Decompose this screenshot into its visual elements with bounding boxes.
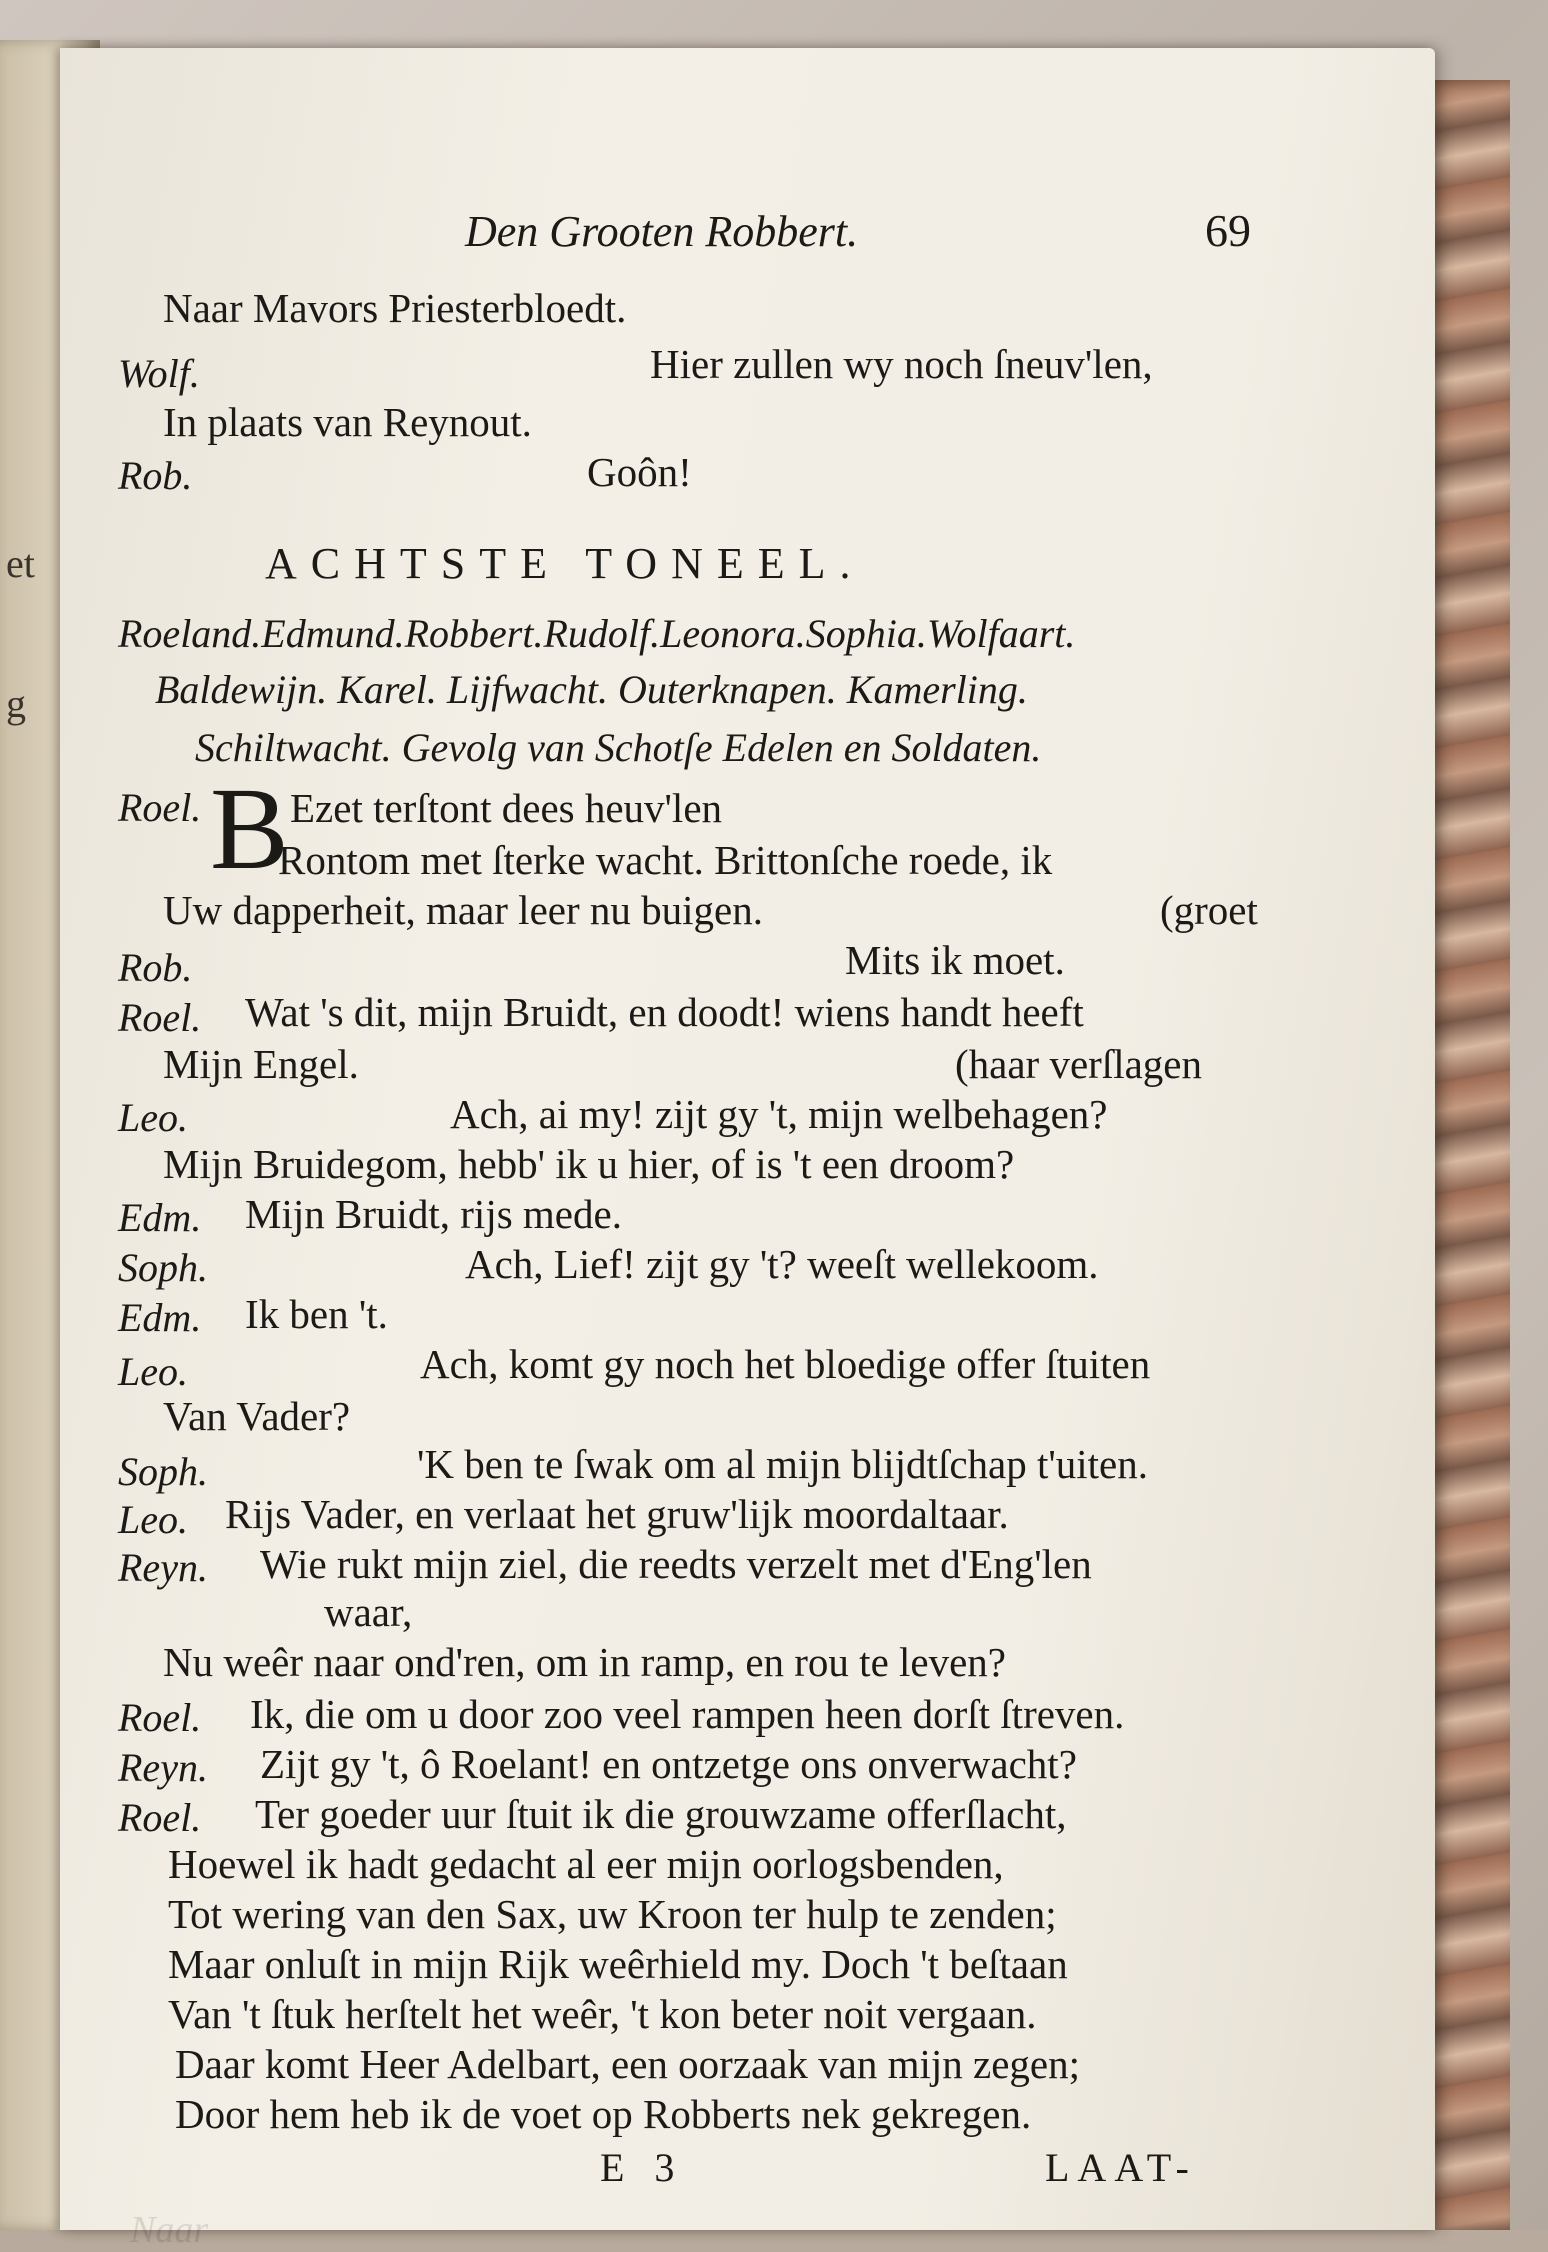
speaker: Leo. bbox=[118, 1497, 188, 1542]
speaker: Reyn. bbox=[118, 1745, 208, 1790]
left-page-fragment: g bbox=[6, 681, 26, 726]
verse-text: waar, bbox=[324, 1589, 413, 1635]
drop-capital: B bbox=[210, 763, 289, 894]
verse-text: Ter goeder uur ſtuit ik die grouwzame offerſlacht, bbox=[255, 1791, 1067, 1837]
verse-text: Mijn Bruidt, rijs mede. bbox=[245, 1191, 622, 1237]
turnover-text: (groet bbox=[1160, 887, 1258, 933]
verse-text: Goôn! bbox=[587, 449, 692, 495]
verse-text: Rijs Vader, en verlaat het gruw'lijk moordaltaar. bbox=[225, 1491, 1009, 1537]
speaker: Wolf. bbox=[118, 351, 200, 396]
speaker: Edm. bbox=[118, 1295, 202, 1340]
turnover-text: (haar verſlagen bbox=[955, 1041, 1202, 1087]
verse-text: Ik ben 't. bbox=[245, 1291, 388, 1337]
speaker: Leo. bbox=[118, 1095, 188, 1140]
show-through-text: Naar bbox=[130, 2209, 209, 2251]
book-cover-marbled bbox=[1425, 80, 1510, 2230]
speaker: Edm. bbox=[118, 1195, 202, 1240]
page-number: 69 bbox=[1205, 205, 1251, 256]
verse-text: Zijt gy 't, ô Roelant! en ontzetge ons onverwacht? bbox=[260, 1741, 1077, 1787]
cast-list-line: Baldewijn. Karel. Lijfwacht. Outerknapen. Kamerling. bbox=[155, 667, 1028, 712]
speaker: Rob. bbox=[118, 453, 193, 498]
verse-text: Ach, komt gy noch het bloedige offer ſtuiten bbox=[420, 1341, 1151, 1387]
speaker: Rob. bbox=[118, 945, 193, 990]
speaker: Reyn. bbox=[118, 1545, 208, 1590]
speaker: Leo. bbox=[118, 1349, 188, 1394]
verse-text: Hoewel ik hadt gedacht al eer mijn oorlogsbenden, bbox=[168, 1841, 1004, 1887]
cast-list-line: Schiltwacht. Gevolg van Schotſe Edelen en Soldaten. bbox=[195, 725, 1042, 770]
verse-text: Wat 's dit, mijn Bruidt, en doodt! wiens handt heeft bbox=[245, 989, 1084, 1035]
running-head: Den Grooten Robbert. bbox=[465, 207, 859, 256]
verse-text: Uw dapperheit, maar leer nu buigen. bbox=[163, 887, 763, 933]
verse-text: Van Vader? bbox=[163, 1393, 351, 1439]
verse-text: Tot wering van den Sax, uw Kroon ter hulp te zenden; bbox=[168, 1891, 1057, 1937]
verse-text: Ach, ai my! zijt gy 't, mijn welbehagen? bbox=[450, 1091, 1108, 1137]
verse-text: Ik, die om u door zoo veel rampen heen dorſt ſtreven. bbox=[250, 1691, 1125, 1737]
catchword: LAAT- bbox=[1045, 2145, 1197, 2190]
verse-text: Maar onluſt in mijn Rijk weêrhield my. Doch 't beſtaan bbox=[168, 1941, 1068, 1987]
verse-text: Ezet terſtont dees heuv'len bbox=[290, 785, 723, 831]
speaker: Roel. bbox=[118, 1795, 202, 1840]
speaker: Roel. bbox=[118, 785, 202, 830]
verse-text: Wie rukt mijn ziel, die reedts verzelt met d'Eng'len bbox=[260, 1541, 1092, 1587]
cast-list-line: Roeland.Edmund.Robbert.Rudolf.Leonora.Sophia.Wolfaart. bbox=[118, 611, 1076, 656]
verse-text: In plaats van Reynout. bbox=[163, 399, 532, 445]
verse-text: Mijn Engel. bbox=[163, 1041, 359, 1087]
speaker: Roel. bbox=[118, 995, 202, 1040]
speaker: Soph. bbox=[118, 1245, 208, 1290]
verse-line bbox=[163, 285, 627, 331]
speaker: Roel. bbox=[118, 1695, 202, 1740]
verse-text: Rontom met ſterke wacht. Brittonſche roede, ik bbox=[278, 837, 1053, 883]
verse-text: Hier zullen wy noch ſneuv'len, bbox=[650, 341, 1153, 387]
speaker: Soph. bbox=[118, 1449, 208, 1494]
verse-text: Daar komt Heer Adelbart, een oorzaak van mijn zegen; bbox=[175, 2041, 1081, 2087]
left-page-fragment: et bbox=[6, 541, 35, 586]
signature-mark: E 3 bbox=[600, 2145, 685, 2190]
verse-text: Door hem heb ik de voet op Robberts nek gekregen. bbox=[175, 2091, 1032, 2137]
verse-text: Naar Mavors Priesterbloedt. bbox=[163, 285, 627, 331]
verse-text: Mits ik moet. bbox=[845, 937, 1065, 983]
verse-text: 'K ben te ſwak om al mijn blijdtſchap t'uiten. bbox=[417, 1441, 1148, 1487]
scene-title: ACHTSTE TONEEL. bbox=[265, 539, 865, 588]
book-page bbox=[60, 48, 1435, 2251]
verse-text: Nu weêr naar ond'ren, om in ramp, en rou te leven? bbox=[163, 1639, 1007, 1685]
verse-text: Van 't ſtuk herſtelt het weêr, 't kon beter noit vergaan. bbox=[168, 1991, 1037, 2037]
verse-text: Mijn Bruidegom, hebb' ik u hier, of is 't een droom? bbox=[163, 1141, 1015, 1187]
verse-text: Ach, Lief! zijt gy 't? weeſt wellekoom. bbox=[465, 1241, 1099, 1287]
